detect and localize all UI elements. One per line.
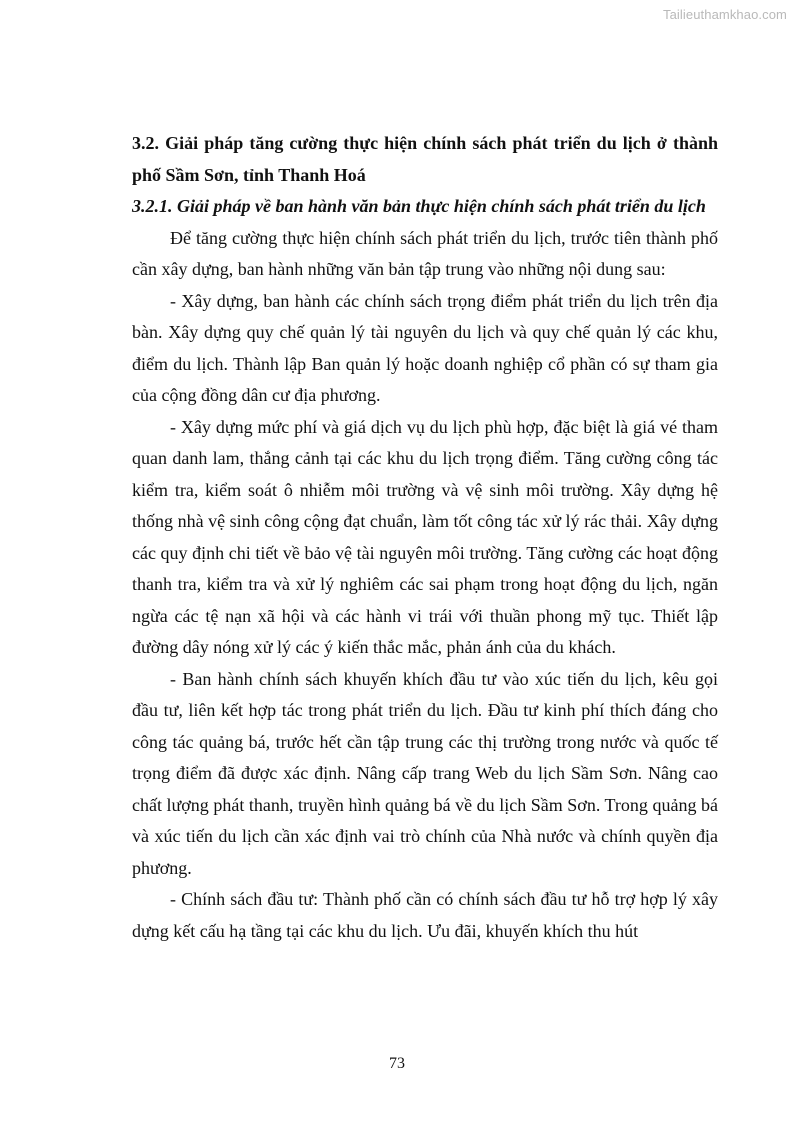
paragraph-promotion: - Ban hành chính sách khuyến khích đầu tư vào xúc tiến du lịch, kêu gọi đầu tư, liên kết hợp tác trong phát triển du lịch. Đầu tư kinh phí thích đáng cho công tác quảng bá, trước hết cần tập trung các thị trường trong nước và quốc tế trọng điểm đã được xác định. Nâng cấp trang Web du lịch Sầm Sơn. Nâng cao chất lượng phát thanh, truyền hình quảng bá về du lịch Sầm Sơn. Trong quảng bá và xúc tiến du lịch cần xác định vai trò chính của Nhà nước và chính quyền địa phương. xyxy=(132,668,718,878)
paragraph-investment: - Chính sách đầu tư: Thành phố cần có chính sách đầu tư hỗ trợ hợp lý xây dựng kết cấu hạ tầng tại các khu du lịch. Ưu đãi, khuyến khích thu hút xyxy=(132,889,718,941)
paragraph-pricing-environment: - Xây dựng mức phí và giá dịch vụ du lịch phù hợp, đặc biệt là giá vé tham quan danh lam, thắng cảnh tại các khu du lịch trọng điểm. Tăng cường công tác kiểm tra, kiểm soát ô nhiễm môi trường và vệ sinh môi trường. Xây dựng hệ thống nhà vệ sinh công cộng đạt chuẩn, làm tốt công tác xử lý rác thải. Xây dựng các quy định chi tiết về bảo vệ tài nguyên môi trường. Tăng cường các hoạt động thanh tra, kiểm tra và xử lý nghiêm các sai phạm trong hoạt động du lịch, ngăn ngừa các tệ nạn xã hội và các hành vi trái với thuần phong mỹ tục. Thiết lập đường dây nóng xử lý các ý kiến thắc mắc, phản ánh của du khách. xyxy=(132,416,718,657)
section-heading: 3.2. Giải pháp tăng cường thực hiện chính sách phát triển du lịch ở thành phố Sầm Sơn, tỉnh Thanh Hoá xyxy=(132,133,718,185)
page-number: 73 xyxy=(389,1055,405,1072)
watermark-text: Tailieuthamkhao.com xyxy=(662,7,787,22)
paragraph-policy-key: - Xây dựng, ban hành các chính sách trọng điểm phát triển du lịch trên địa bàn. Xây dựng quy chế quản lý tài nguyên du lịch và quy chế quản lý các khu, điểm du lịch. Thành lập Ban quản lý hoặc doanh nghiệp cổ phần có sự tham gia của cộng đồng dân cư địa phương. xyxy=(132,290,718,405)
document-body xyxy=(132,128,718,947)
subsection-heading: 3.2.1. Giải pháp về ban hành văn bản thực hiện chính sách phát triển du lịch xyxy=(132,196,706,216)
paragraph-intro: Để tăng cường thực hiện chính sách phát triển du lịch, trước tiên thành phố cần xây dựng, ban hành những văn bản tập trung vào những nội dung sau: xyxy=(132,227,718,279)
